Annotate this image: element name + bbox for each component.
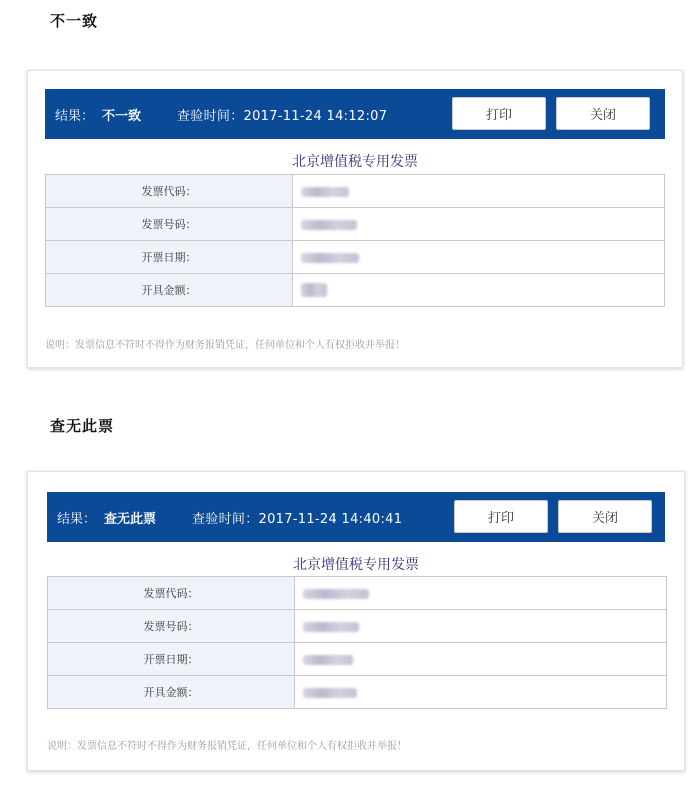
- invoice-number-label: 发票号码：: [46, 208, 293, 241]
- check-time: 查验时间：2017-11-24 14:40:41: [192, 511, 403, 527]
- amount-value: [295, 676, 667, 709]
- result-value: 不一致: [102, 108, 142, 124]
- result-label: 结果： 查无此票: [57, 511, 157, 527]
- table-row: [46, 175, 665, 208]
- invoice-title: 北京增值税专用发票: [292, 154, 418, 170]
- issue-date-value: [293, 241, 665, 274]
- verification-card-inconsistent: [27, 70, 683, 368]
- result-bar: [45, 89, 665, 139]
- verification-card-not-found: [27, 471, 685, 771]
- invoice-info-table: [45, 174, 665, 307]
- issue-date-label: 开票日期：: [48, 643, 295, 676]
- invoice-number-value: [295, 610, 667, 643]
- check-time: 查验时间：2017-11-24 14:12:07: [177, 108, 388, 124]
- disclaimer-note: 说明：发票信息不符时不得作为财务报销凭证，任何单位和个人有权拒收并举报！: [47, 741, 407, 752]
- close-button[interactable]: 关闭: [558, 500, 652, 533]
- section-heading-inconsistent: 不一致: [50, 12, 99, 30]
- print-button[interactable]: 打印: [452, 97, 546, 130]
- result-bar: [47, 492, 665, 542]
- print-button[interactable]: 打印: [454, 500, 548, 533]
- invoice-number-value: [293, 208, 665, 241]
- issue-date-label: 开票日期：: [46, 241, 293, 274]
- close-button[interactable]: 关闭: [556, 97, 650, 130]
- disclaimer-note: 说明：发票信息不符时不得作为财务报销凭证，任何单位和个人有权拒收并举报！: [45, 340, 405, 351]
- table-row: [48, 610, 667, 643]
- amount-label: 开具金额：: [48, 676, 295, 709]
- invoice-code-value: [295, 577, 667, 610]
- table-row: [48, 676, 667, 709]
- invoice-code-label: 发票代码：: [48, 577, 295, 610]
- invoice-code-value: [293, 175, 665, 208]
- table-row: [46, 274, 665, 307]
- amount-label: 开具金额：: [46, 274, 293, 307]
- amount-value: [293, 274, 665, 307]
- result-label: 结果： 不一致: [55, 108, 142, 124]
- invoice-number-label: 发票号码：: [48, 610, 295, 643]
- invoice-title: 北京增值税专用发票: [293, 557, 419, 573]
- invoice-info-table: [47, 576, 667, 709]
- section-heading-not-found: 查无此票: [50, 417, 115, 435]
- table-row: [46, 208, 665, 241]
- table-row: [46, 241, 665, 274]
- table-row: [48, 577, 667, 610]
- invoice-code-label: 发票代码：: [46, 175, 293, 208]
- issue-date-value: [295, 643, 667, 676]
- table-row: [48, 643, 667, 676]
- result-value: 查无此票: [104, 511, 157, 527]
